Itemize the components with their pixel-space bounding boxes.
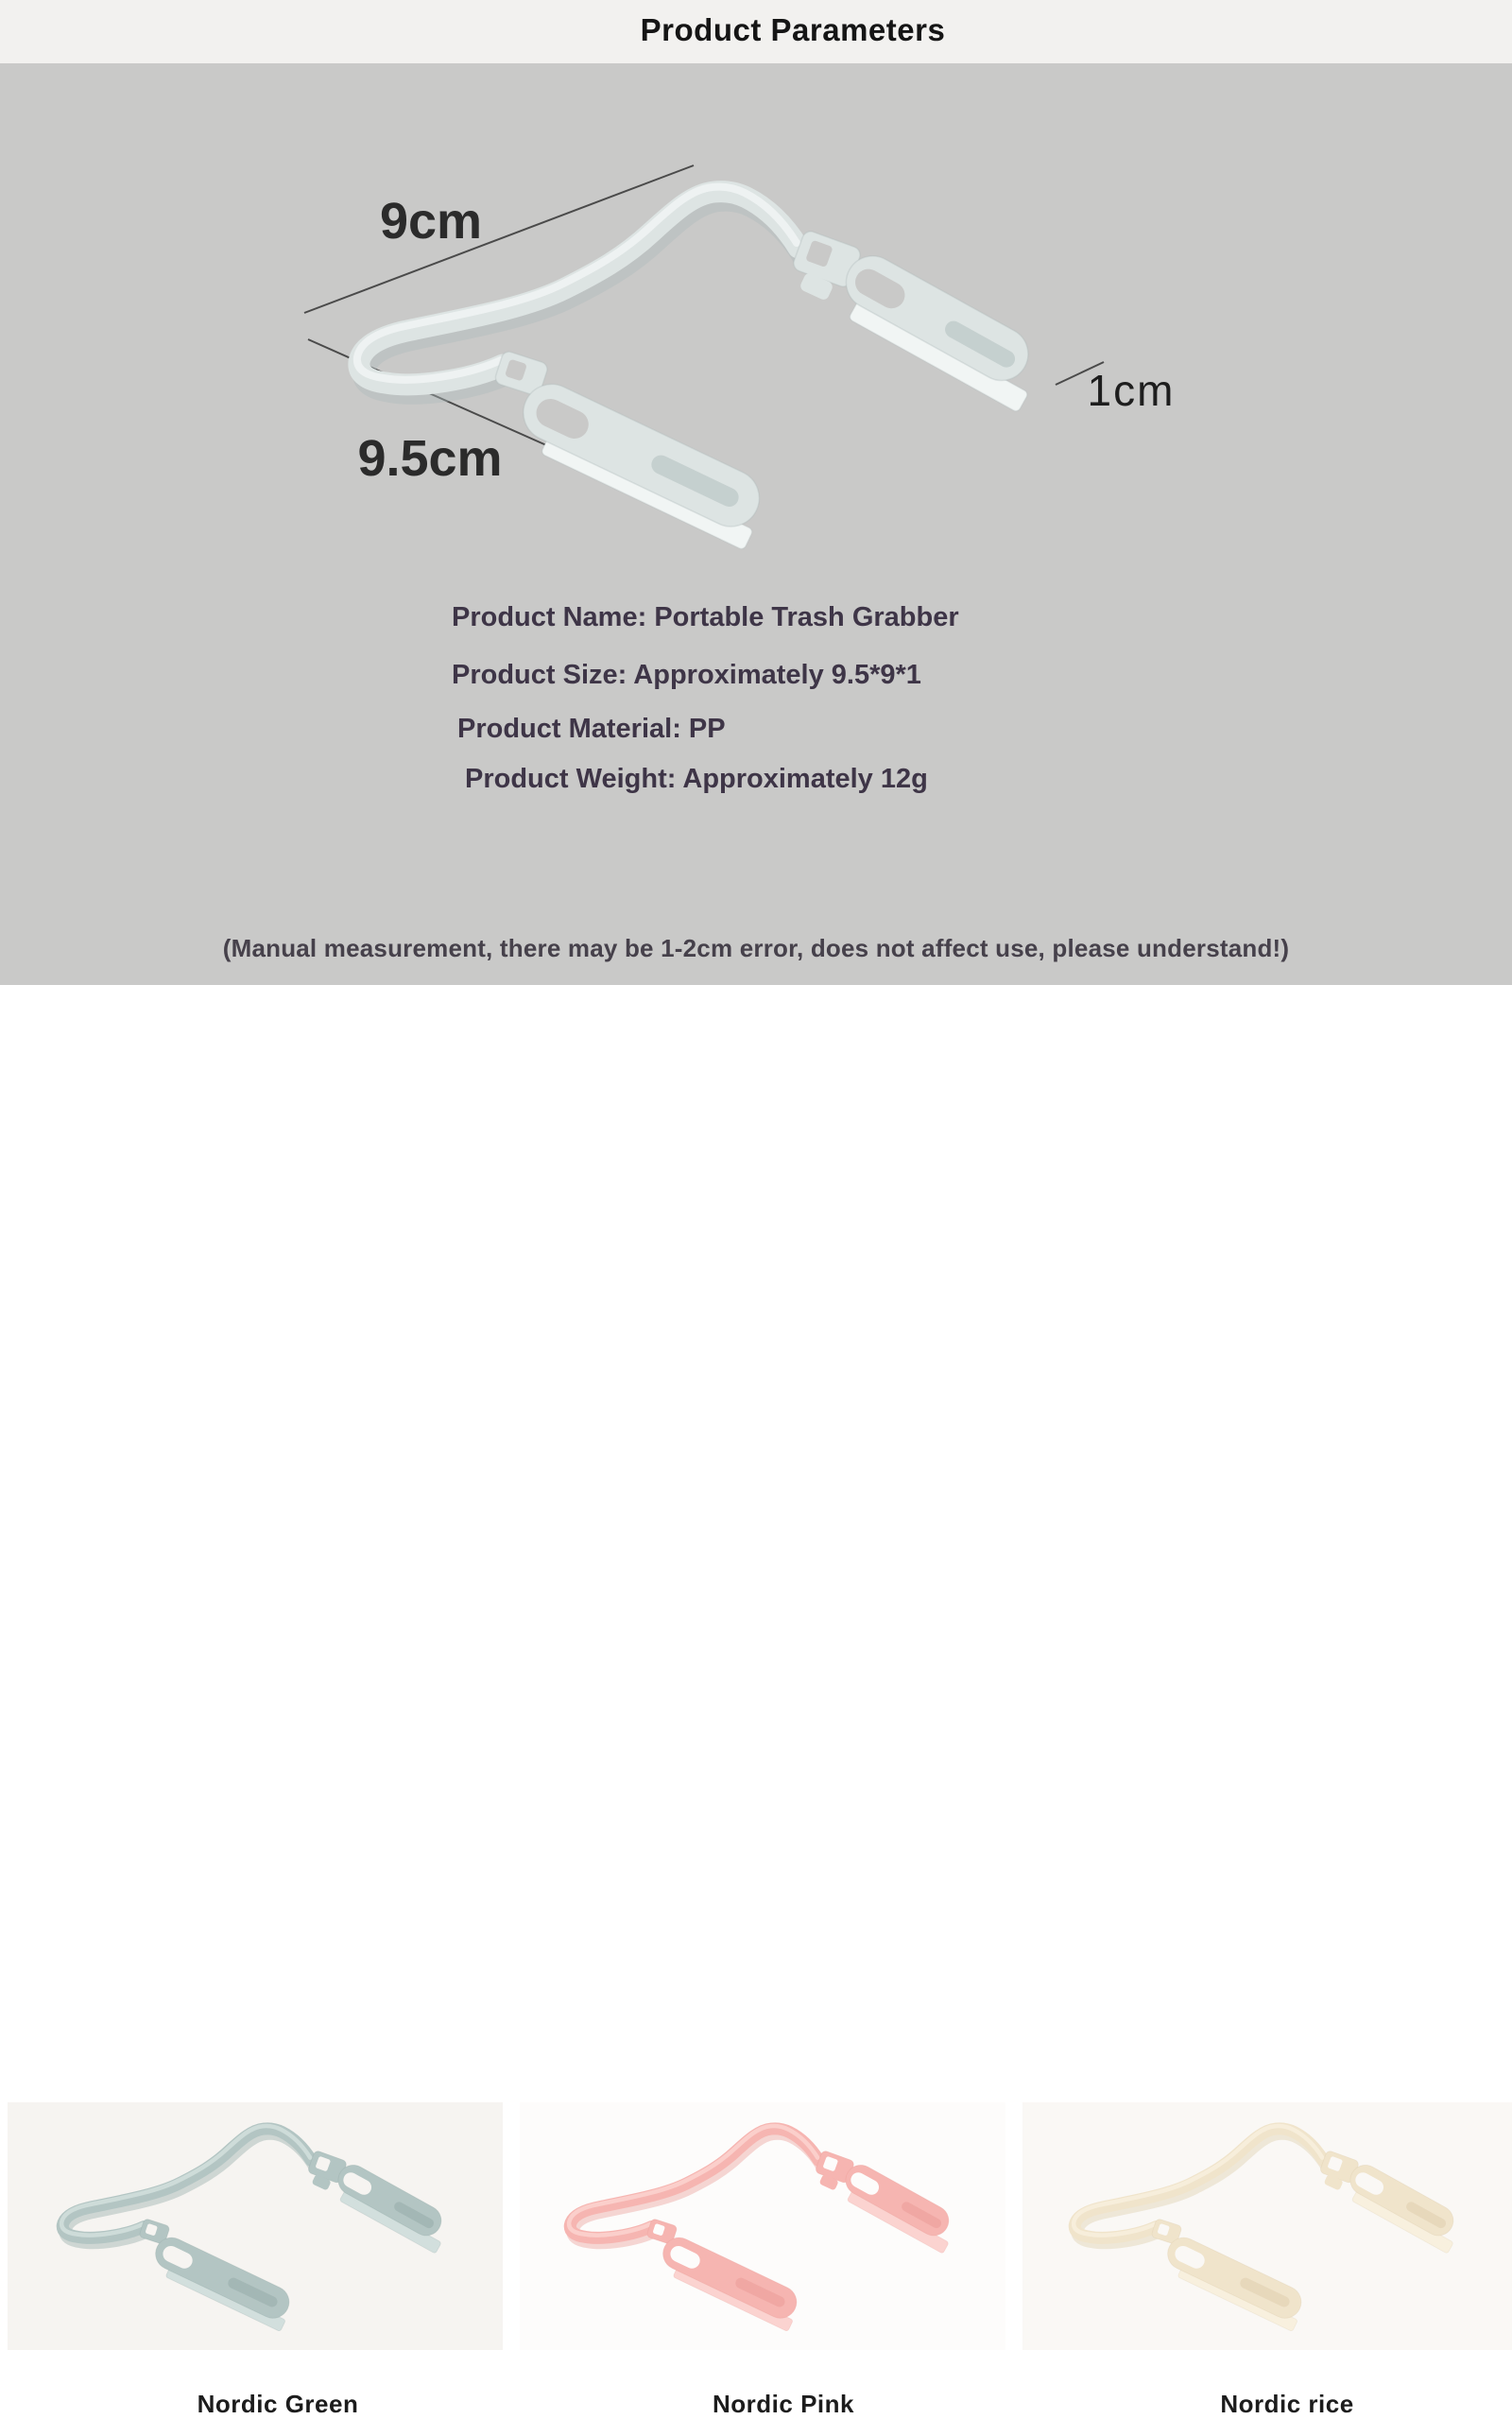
product-parameters-section [0,63,1512,985]
variant-label-nordic-green: Nordic Green [197,2390,359,2418]
variant-card-nordic-green [8,2102,503,2350]
variant-label-nordic-pink: Nordic Pink [713,2390,854,2418]
variant-card-nordic-pink [520,2102,1005,2350]
variant-image-nordic-pink [559,2117,966,2342]
measurement-note: (Manual measurement, there may be 1-2cm error, does not affect use, please understand!) [222,934,1290,962]
header-band [0,0,1512,63]
variants-section [0,985,1512,2418]
dimension-label-9cm: 9cm [379,193,483,250]
variant-label-nordic-rice: Nordic rice [1220,2390,1354,2418]
spec-product-size: Product Size: Approximately 9.5*9*1 [452,660,921,690]
spec-product-weight: Product Weight: Approximately 12g [465,764,928,794]
variant-image-nordic-green [52,2117,458,2342]
spec-list [452,600,959,797]
variant-card-nordic-rice [1022,2102,1512,2350]
variant-image-nordic-rice [1064,2117,1470,2342]
spec-product-name: Product Name: Portable Trash Grabber [452,602,959,632]
page-title: Product Parameters [640,12,946,47]
dimension-label-9point5cm: 9.5cm [357,430,503,487]
product-diagram [132,158,1191,589]
spec-product-material: Product Material: PP [457,714,726,744]
dimension-label-1cm: 1cm [1087,366,1176,415]
